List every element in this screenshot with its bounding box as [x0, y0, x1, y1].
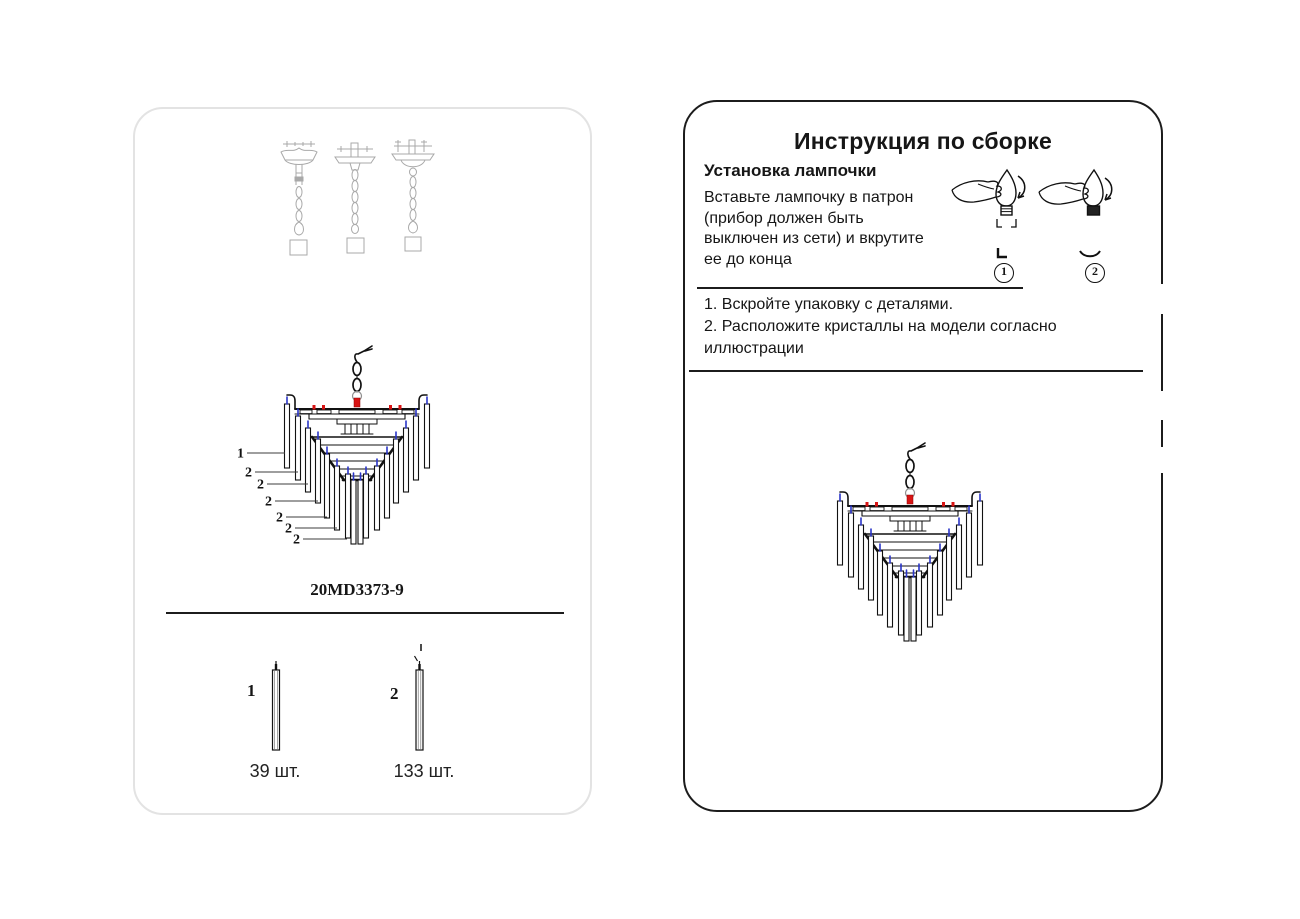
- instruction-line: (прибор должен быть: [704, 209, 864, 227]
- parts-diagram-panel: [133, 107, 592, 815]
- divider-line: [697, 287, 1023, 289]
- instruction-line: ее до конца: [704, 250, 792, 268]
- border-gap: [1156, 284, 1165, 314]
- figure-marker-1: 1: [994, 263, 1014, 283]
- tier-label-5: 2: [276, 510, 283, 526]
- instruction-paragraph: [704, 188, 966, 270]
- figure-marker-2: 2: [1085, 263, 1105, 283]
- part-1-label: 1: [247, 681, 256, 700]
- border-gap: [1156, 447, 1165, 473]
- instruction-line: Вставьте лампочку в патрон: [704, 189, 914, 206]
- chandelier-reference-figure: [825, 440, 995, 652]
- hand-drawing: [952, 181, 1001, 202]
- tier-label-3: 2: [257, 477, 264, 493]
- bulb-insert-figure: [950, 166, 1035, 238]
- rotation-arrow: [1018, 176, 1025, 198]
- bulb-screwed-figure: [1037, 166, 1122, 238]
- mount-option-1-drawing: [281, 141, 317, 255]
- border-gap: [1156, 391, 1165, 420]
- tier-label-4: 2: [265, 494, 272, 510]
- part-2-label: 2: [390, 684, 399, 703]
- instruction-panel: [683, 100, 1163, 812]
- hand-drawing: [1039, 183, 1088, 204]
- tier-label-1: 1: [237, 446, 244, 462]
- page-title: Инструкция по сборке: [793, 128, 1053, 154]
- part-2-rod-drawing: [404, 643, 434, 769]
- pin-position-1-icon: [995, 247, 1009, 260]
- section-heading: Установка лампочки: [704, 161, 877, 180]
- tier-label-2: 2: [245, 465, 252, 481]
- step-line: 1. Вскройте упаковку с деталями.: [704, 296, 954, 313]
- tier-label-6: 2: [285, 521, 292, 537]
- step-line: 2. Расположите кристаллы на модели согласно: [704, 318, 1057, 335]
- part-1-rod-drawing: [261, 658, 291, 770]
- tier-label-7: 2: [293, 532, 300, 548]
- step-line: иллюстрации: [704, 340, 804, 357]
- chandelier-assembly-figure: [207, 343, 437, 555]
- mount-option-2-drawing: [335, 143, 375, 253]
- steps-text: [704, 294, 1144, 360]
- tier-labels: [237, 447, 300, 548]
- divider-line: [166, 612, 564, 614]
- part-1-count: 39 шт.: [249, 761, 301, 781]
- part-2-count: 133 шт.: [393, 761, 455, 781]
- instruction-line: выключен из сети) и вкрутите: [704, 230, 924, 247]
- rotation-arrow: [1105, 178, 1112, 200]
- pin-position-2-icon: [1078, 249, 1102, 260]
- model-number: 20MD3373-9: [310, 580, 404, 599]
- mount-option-3-drawing: [392, 140, 434, 251]
- ceiling-mount-options-figure: [275, 133, 440, 263]
- divider-line: [689, 370, 1143, 372]
